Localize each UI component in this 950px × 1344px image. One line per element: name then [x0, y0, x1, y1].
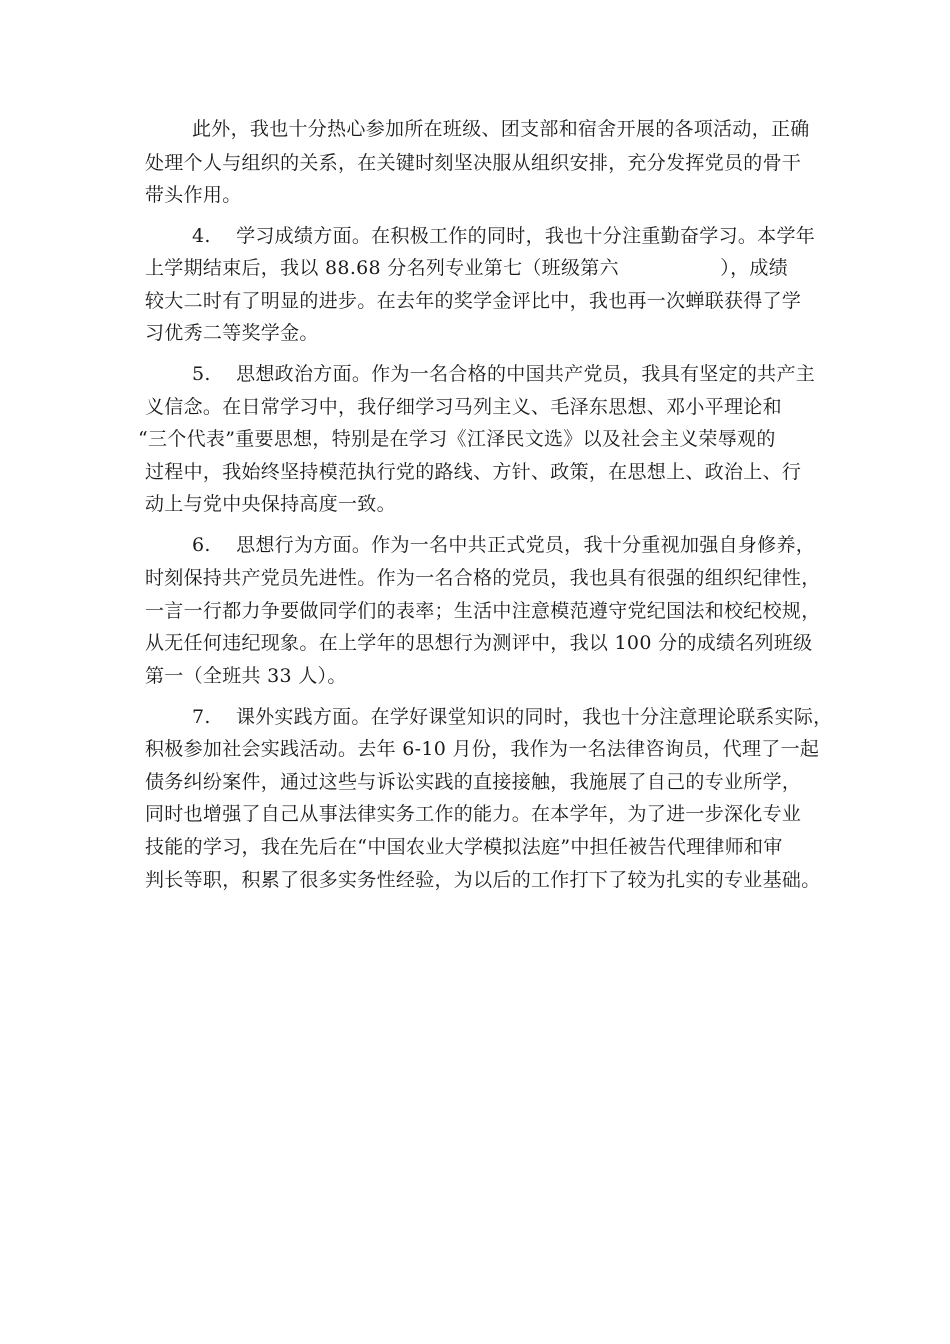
text-line: 义信念。在日常学习中，我仔细学习马列主义、毛泽东思想、邓小平理论和	[145, 396, 782, 418]
text-line: 技能的学习，我在先后在“中国农业大学模拟法庭”中担任被告代理律师和审	[145, 836, 783, 858]
text-line: 从无任何违纪现象。在上学年的思想行为测评中，我以 100 分的成绩名列班级	[145, 632, 813, 654]
text-line: 处理个人与组织的关系，在关键时刻坚决服从组织安排，充分发挥党员的骨干	[145, 152, 802, 174]
text-line: “三个代表”重要思想，特别是在学习《江泽民文选》以及社会主义荣辱观的	[138, 428, 776, 450]
text-line: 此外，我也十分热心参加所在班级、团支部和宿舍开展的各项活动，正确	[192, 118, 810, 140]
text-line: 习优秀二等奖学金。	[145, 322, 319, 344]
text-line: 带头作用。	[145, 184, 242, 206]
text-line: 同时也增强了自己从事法律实务工作的能力。在本学年，为了进一步深化专业	[145, 803, 802, 825]
text-line: 债务纠纷案件，通过这些与诉讼实践的直接接触，我施展了自己的专业所学，	[145, 771, 802, 793]
text-line: 6. 思想行为方面。作为一名中共正式党员，我十分重视加强自身修养，	[192, 534, 816, 556]
text-line: 上学期结束后，我以 88.68 分名列专业第七（班级第六 ），成绩	[145, 257, 789, 279]
text-line: 5. 思想政治方面。作为一名合格的中国共产党员，我具有坚定的共产主	[192, 363, 816, 385]
text-line: 判长等职，积累了很多实务性经验，为以后的工作打下了较为扎实的专业基础。	[145, 869, 821, 891]
text-line: 4. 学习成绩方面。在积极工作的同时，我也十分注重勤奋学习。本学年	[192, 225, 816, 247]
text-line: 过程中，我始终坚持模范执行党的路线、方针、政策，在思想上、政治上、行	[145, 461, 802, 483]
text-line: 较大二时有了明显的进步。在去年的奖学金评比中，我也再一次蝉联获得了学	[145, 290, 802, 312]
text-line: 积极参加社会实践活动。去年 6-10 月份，我作为一名法律咨询员，代理了一起	[145, 738, 820, 760]
text-line: 时刻保持共产党员先进性。作为一名合格的党员，我也具有很强的组织纪律性，	[145, 567, 821, 589]
text-line: 第一（全班共 33 人）。	[145, 665, 347, 687]
text-line: 一言一行都力争要做同学们的表率；生活中注意模范遵守党纪国法和校纪校规，	[145, 600, 821, 622]
text-line: 动上与党中央保持高度一致。	[145, 493, 396, 515]
text-line: 7. 课外实践方面。在学好课堂知识的同时，我也十分注意理论联系实际，	[192, 706, 833, 728]
